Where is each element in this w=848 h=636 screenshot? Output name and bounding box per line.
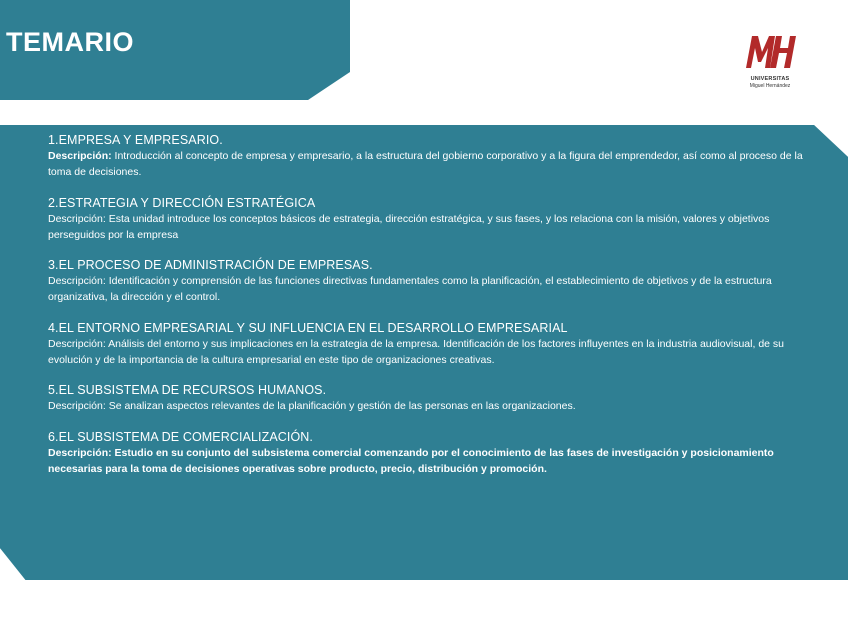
topic-title: 1.EMPRESA Y EMPRESARIO.: [48, 133, 223, 147]
topic-title: 6.EL SUBSISTEMA DE COMERCIALIZACIÓN.: [48, 429, 314, 444]
topic-title: 4.EL ENTORNO EMPRESARIAL Y SU INFLUENCIA EN EL DESARROLLO EMPRESARIAL: [48, 320, 568, 335]
description-text: Se analizan aspectos relevantes de la planificación y gestión de las personas en las organizaciones.: [105, 400, 576, 412]
topic-title: 3.EL PROCESO DE ADMINISTRACIÓN DE EMPRESAS.: [48, 258, 373, 272]
umh-logo-icon: [742, 32, 798, 72]
topic-item: [48, 429, 828, 477]
topic-description: [48, 273, 828, 305]
description-label: Descripción:: [48, 150, 112, 162]
description-text: Identificación y comprensión de las funciones directivas fundamentales como la planificación, el establecimiento de objetivos y de la estructura organizativa, la dirección y el control.: [48, 275, 772, 303]
description-label: Descripción:: [48, 400, 106, 412]
description-label: Descripción:: [48, 275, 106, 287]
description-text: Introducción al concepto de empresa y empresario, a la estructura del gobierno corporativo y a la figura del emprendedor, así como al proceso de la toma de decisiones.: [48, 150, 803, 178]
university-logo: [736, 32, 804, 94]
topic-description: [48, 445, 828, 477]
topic-description: [48, 148, 828, 180]
topic-item: [48, 195, 828, 243]
description-text: Análisis del entorno y sus implicaciones en la estrategia de la empresa. Identificación de los factores influyentes en la industria audiovisual, de su evolución y de la importancia de la cultura empresarial en este tipo de organizaciones creativas.: [48, 337, 785, 366]
topic-item: [48, 132, 828, 180]
topic-title: 2.ESTRATEGIA Y DIRECCIÓN ESTRATÉGICA: [48, 195, 316, 210]
description-text: Esta unidad introduce los conceptos básicos de estrategia, dirección estratégica, y sus fases, y los relaciona con la misión, valores y objetivos perseguidos por la empresa: [48, 212, 770, 241]
description-label: Descripción:: [48, 446, 112, 459]
logo-text-university: UNIVERSITAS: [750, 76, 790, 82]
topic-item: [48, 257, 828, 305]
description-label: Descripción:: [48, 212, 106, 225]
topic-list: [48, 132, 828, 491]
description-text: Estudio en su conjunto del subsistema comercial comenzando por el conocimiento de las fases de investigación y posicionamiento necesarias para la toma de decisiones operativas sobre producto, precio, distribución y promoción.: [48, 446, 774, 475]
topic-description: [48, 398, 828, 414]
topic-title: 5.EL SUBSISTEMA DE RECURSOS HUMANOS.: [48, 383, 327, 397]
topic-description: [48, 211, 828, 243]
topic-item: [48, 382, 828, 414]
page-title: TEMARIO: [6, 27, 134, 57]
logo-text-name: Miguel Hernández: [749, 83, 791, 89]
topic-description: [48, 336, 828, 368]
description-label: Descripción:: [48, 337, 106, 350]
topic-item: [48, 320, 828, 368]
